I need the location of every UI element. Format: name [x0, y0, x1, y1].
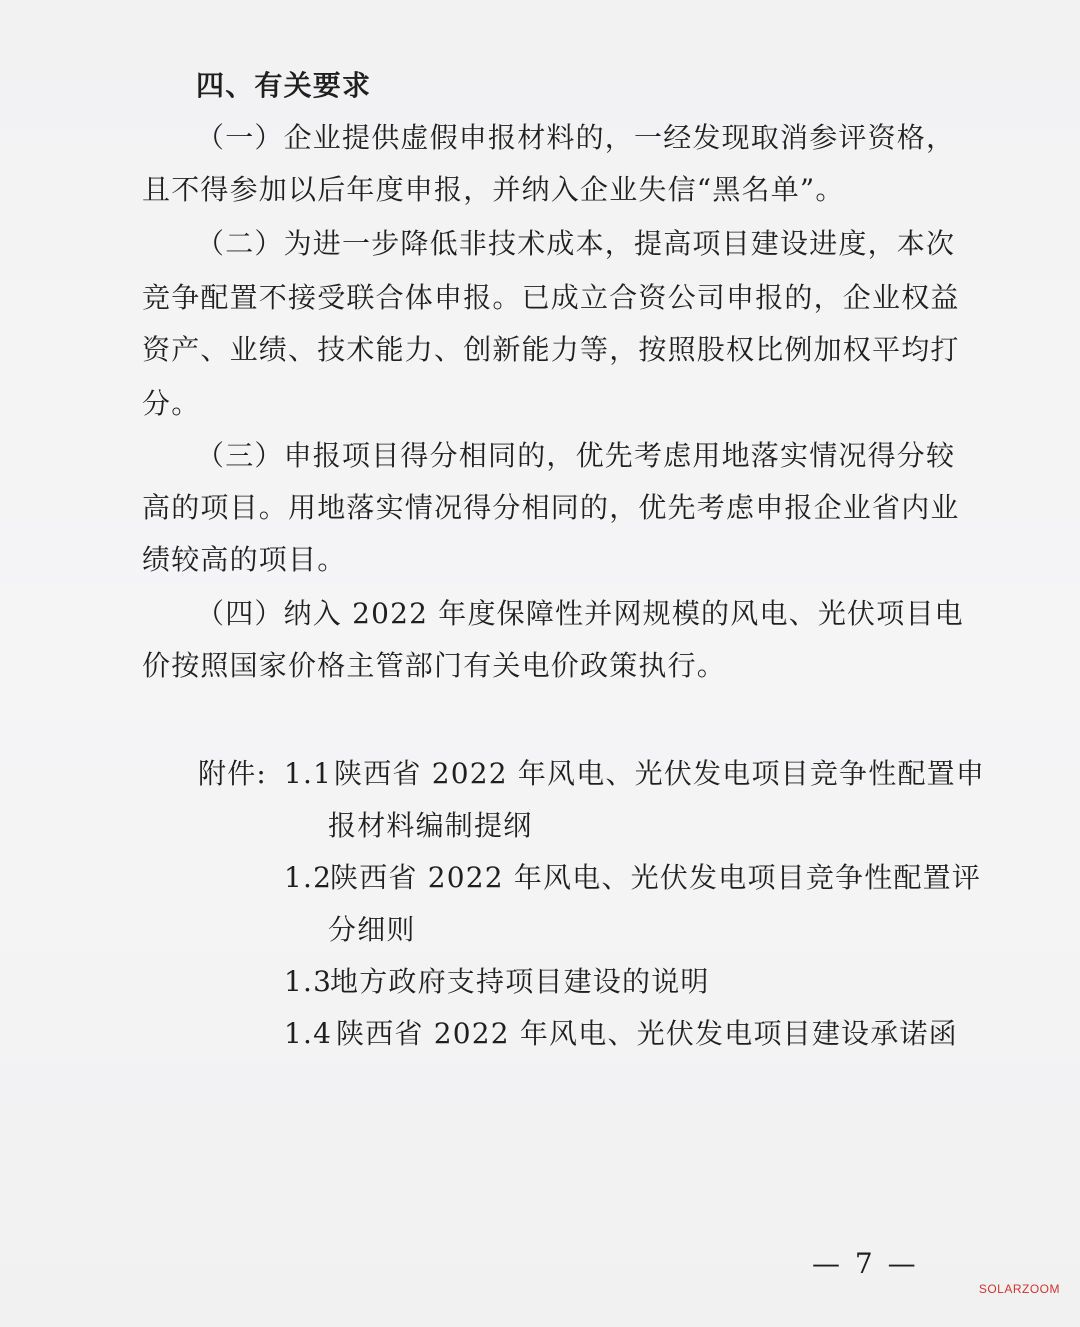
item-2-line-3: 资产、业绩、技术能力、创新能力等，按照股权比例加权平均打: [142, 333, 960, 366]
item-3-line-2: 高的项目。用地落实情况得分相同的，优先考虑申报企业省内业: [142, 491, 960, 524]
attachment-2-line-2: 分细则: [328, 913, 416, 946]
attachment-3-number: 1.3: [284, 965, 333, 998]
item-3-line-1: （三）申报项目得分相同的，优先考虑用地落实情况得分较: [196, 439, 956, 472]
watermark-logo: SOLARZOOM: [978, 1282, 1060, 1296]
attachment-4-line-1: 陕西省 2022 年风电、光伏发电项目建设承诺函: [336, 1017, 958, 1050]
attachment-1-number: 1.1: [284, 757, 333, 790]
attachment-1-line-1: 陕西省 2022 年风电、光伏发电项目竞争性配置申: [334, 757, 986, 790]
item-3-line-3: 绩较高的项目。: [142, 543, 347, 576]
attachment-1-line-2: 报材料编制提纲: [328, 809, 533, 842]
item-2-line-4: 分。: [142, 387, 201, 420]
section-heading: 四、有关要求: [196, 69, 372, 102]
attachment-4-number: 1.4: [284, 1017, 333, 1050]
attachment-2-line-1: 陕西省 2022 年风电、光伏发电项目竞争性配置评: [330, 861, 982, 894]
item-2-line-1: （二）为进一步降低非技术成本，提高项目建设进度，本次: [196, 227, 956, 260]
item-1-line-2: 且不得参加以后年度申报，并纳入企业失信“黑名单”。: [142, 173, 845, 206]
item-4-line-1: （四）纳入 2022 年度保障性并网规模的风电、光伏项目电: [196, 597, 964, 630]
attachments-label: 附件:: [198, 757, 268, 790]
attachment-2-number: 1.2: [284, 861, 333, 894]
item-2-line-2: 竞争配置不接受联合体申报。已成立合资公司申报的，企业权益: [142, 281, 960, 314]
attachment-3-line-1: 地方政府支持项目建设的说明: [330, 965, 710, 998]
item-4-line-2: 价按照国家价格主管部门有关电价政策执行。: [142, 649, 727, 682]
page-number: — 7 —: [812, 1247, 919, 1280]
item-1-line-1: （一）企业提供虚假申报材料的，一经发现取消参评资格，: [196, 121, 956, 154]
